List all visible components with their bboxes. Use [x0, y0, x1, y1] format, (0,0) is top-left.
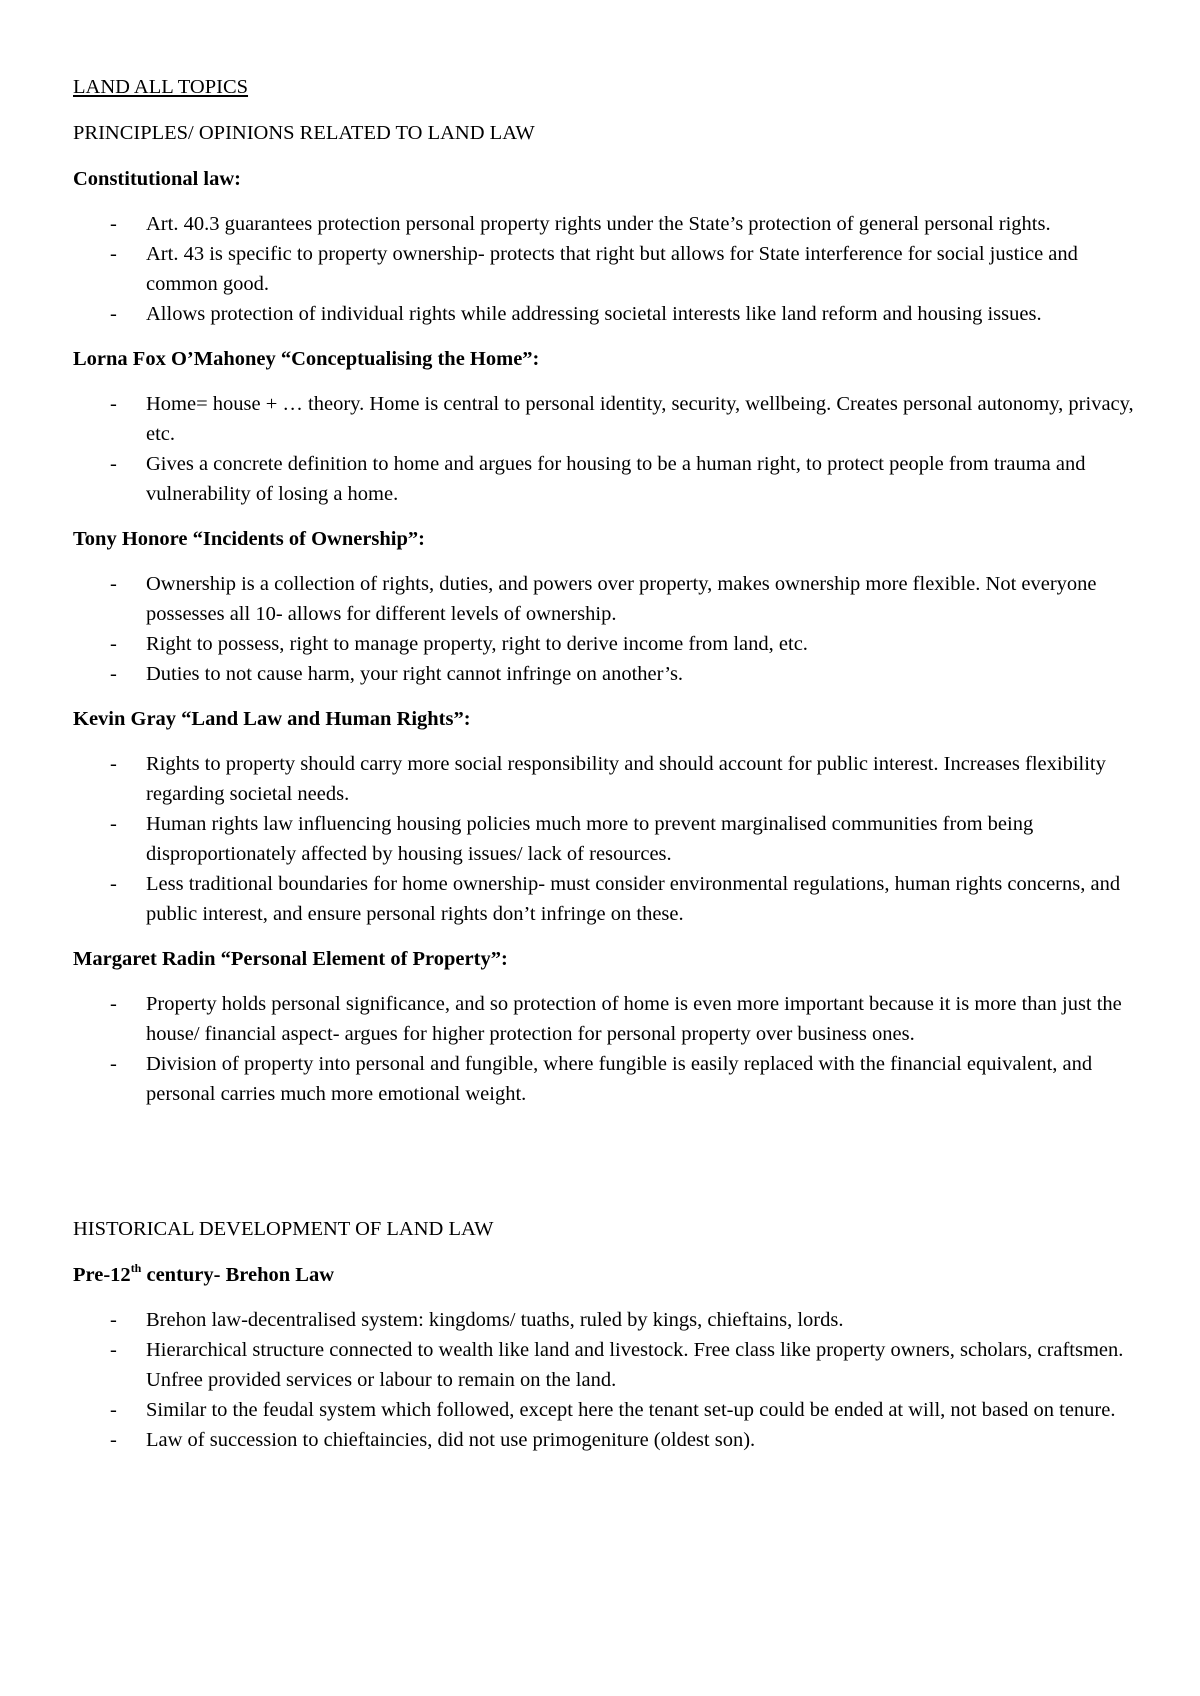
list-item: - Home= house + … theory. Home is central to personal identity, security, wellbeing. Creates personal autonomy, privacy, etc. [73, 389, 1148, 449]
bullet-list-radin [73, 989, 1148, 1109]
section-spacer [73, 1124, 1148, 1214]
bullet-list-gray [73, 749, 1148, 929]
bullet-list-honore [73, 569, 1148, 689]
list-item: - Similar to the feudal system which followed, except here the tenant set-up could be ended at will, not based on tenure. [73, 1395, 1148, 1425]
list-item: - Gives a concrete definition to home and argues for housing to be a human right, to protect people from trauma and vulnerability of losing a home. [73, 449, 1148, 509]
subheading-brehon-prefix: Pre-12 [73, 1264, 131, 1286]
list-item: - Right to possess, right to manage property, right to derive income from land, etc. [73, 629, 1148, 659]
subheading-radin: Margaret Radin “Personal Element of Property”: [73, 948, 508, 970]
bullet-list-fox-omahoney [73, 389, 1148, 509]
list-item: - Law of succession to chieftaincies, did not use primogeniture (oldest son). [73, 1425, 1148, 1455]
list-item: - Art. 40.3 guarantees protection personal property rights under the State’s protection of general personal rights. [73, 209, 1148, 239]
list-item: - Rights to property should carry more social responsibility and should account for public interest. Increases flexibility regarding societal needs. [73, 749, 1148, 809]
list-item: - Human rights law influencing housing policies much more to prevent marginalised communities from being disproportionately affected by housing issues/ lack of resources. [73, 809, 1148, 869]
list-item: - Division of property into personal and fungible, where fungible is easily replaced with the financial equivalent, and personal carries much more emotional weight. [73, 1049, 1148, 1109]
document-body [73, 72, 1148, 1470]
list-item: - Less traditional boundaries for home ownership- must consider environmental regulations, human rights concerns, and public interest, and ensure personal rights don’t infringe on these. [73, 869, 1148, 929]
list-item: - Allows protection of individual rights while addressing societal interests like land reform and housing issues. [73, 299, 1148, 329]
subheading-gray: Kevin Gray “Land Law and Human Rights”: [73, 708, 471, 730]
list-item: - Brehon law-decentralised system: kingdoms/ tuaths, ruled by kings, chieftains, lords. [73, 1305, 1148, 1335]
subheading-constitutional-law: Constitutional law: [73, 168, 242, 190]
bullet-list-brehon-law [73, 1305, 1148, 1455]
subheading-brehon-sup: th [130, 1261, 142, 1276]
subheading-honore: Tony Honore “Incidents of Ownership”: [73, 528, 425, 550]
bullet-list-constitutional-law [73, 209, 1148, 329]
subheading-fox-omahoney: Lorna Fox O’Mahoney “Conceptualising the Home”: [73, 348, 540, 370]
subheading-brehon-suffix: century- Brehon Law [141, 1264, 335, 1286]
list-item: - Property holds personal significance, and so protection of home is even more important because it is more than just the house/ financial aspect- argues for higher protection for personal property over business ones. [73, 989, 1148, 1049]
subheading-brehon-law [73, 1260, 1148, 1290]
section-heading-historical: HISTORICAL DEVELOPMENT OF LAND LAW [73, 1218, 494, 1240]
document-title: LAND ALL TOPICS [73, 76, 249, 98]
list-item: - Ownership is a collection of rights, duties, and powers over property, makes ownership more flexible. Not everyone possesses all 10- allows for different levels of ownership. [73, 569, 1148, 629]
list-item: - Art. 43 is specific to property ownership- protects that right but allows for State interference for social justice and common good. [73, 239, 1148, 299]
list-item: - Hierarchical structure connected to wealth like land and livestock. Free class like property owners, scholars, craftsmen. Unfree provided services or labour to remain on the land. [73, 1335, 1148, 1395]
section-heading-principles: PRINCIPLES/ OPINIONS RELATED TO LAND LAW [73, 122, 535, 144]
list-item: - Duties to not cause harm, your right cannot infringe on another’s. [73, 659, 1148, 689]
